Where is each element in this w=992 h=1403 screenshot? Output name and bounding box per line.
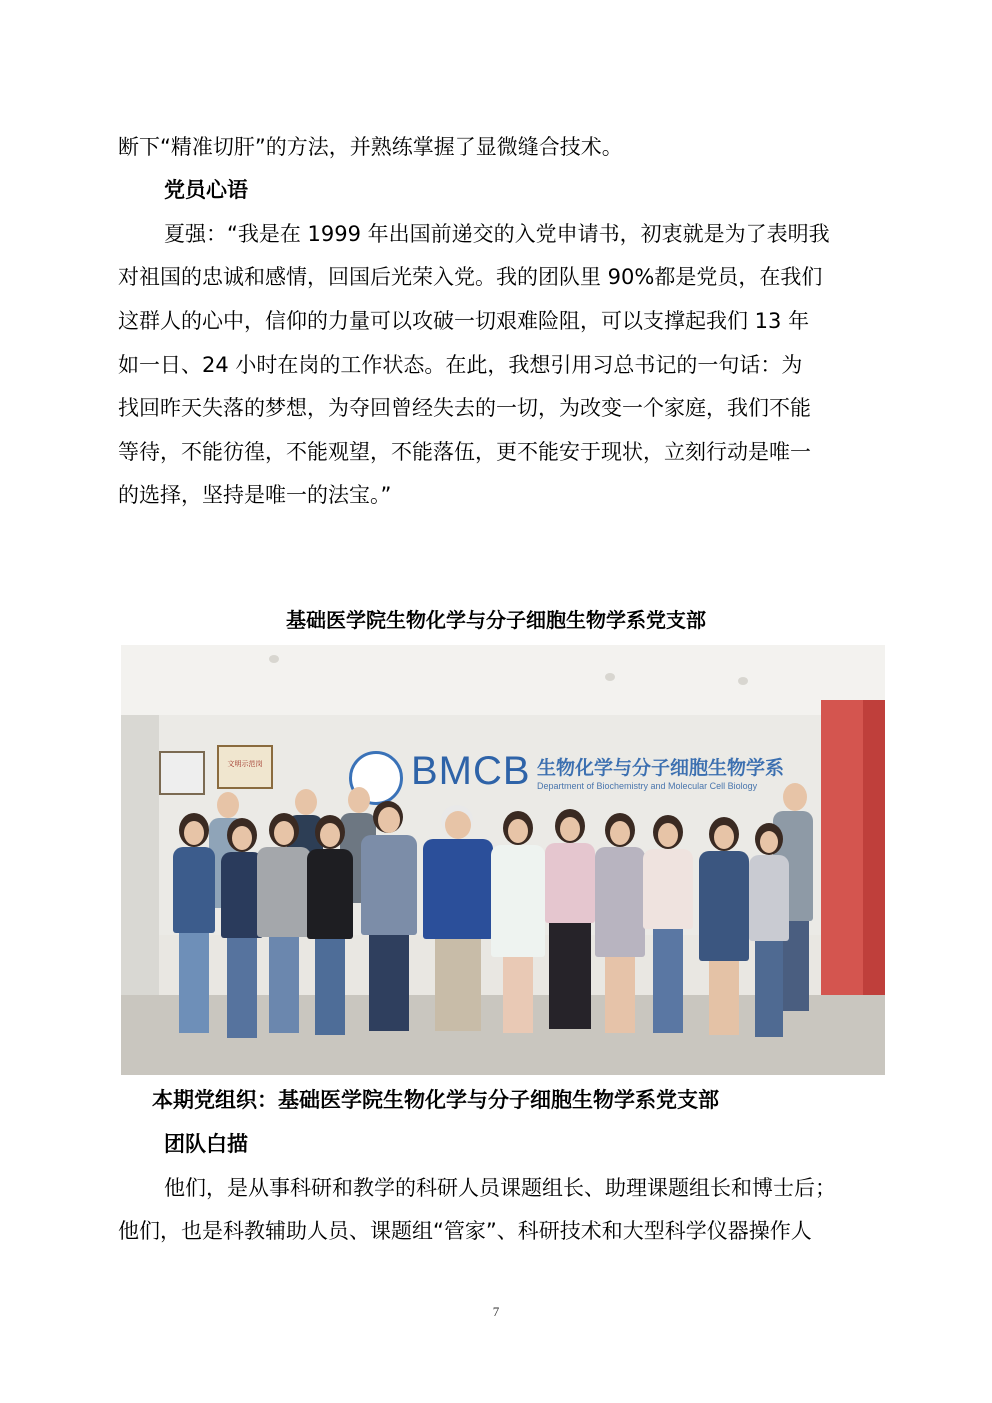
torso: [699, 851, 749, 961]
department-name-en: Department of Biochemistry and Molecular Cell Biology: [537, 781, 758, 791]
face: [445, 811, 471, 839]
face: [714, 825, 734, 849]
torso: [491, 845, 545, 957]
photo-title: 基础医学院生物化学与分子细胞生物学系党支部: [286, 608, 706, 632]
quote-line-6: 等待，不能彷徨，不能观望，不能落伍，更不能安于现状，立刻行动是唯一: [118, 440, 811, 464]
torso: [423, 839, 493, 939]
face: [560, 817, 580, 841]
department-name-cn: 生物化学与分子细胞生物学系: [537, 757, 785, 779]
wall-plaque: [159, 751, 205, 795]
quote-line-4: 如一日、24 小时在岗的工作状态。在此，我想引用习总书记的一句话：为: [118, 353, 803, 377]
face: [783, 783, 807, 811]
face: [320, 823, 340, 847]
face: [508, 819, 528, 843]
paragraph-line-2: 他们，也是科教辅助人员、课题组“管家”、科研技术和大型科学仪器操作人: [118, 1219, 812, 1243]
section-heading-team: 团队白描: [164, 1132, 248, 1156]
legs: [315, 939, 345, 1035]
quote-line-1: 夏强：“我是在 1999 年出国前递交的入党申请书，初衷就是为了表明我: [164, 222, 830, 246]
torso: [643, 849, 693, 929]
face: [658, 823, 678, 847]
face: [274, 821, 294, 845]
paragraph-line-1: 他们，是从事科研和教学的科研人员课题组长、助理课题组长和博士后；: [164, 1176, 836, 1200]
legs: [227, 938, 257, 1038]
legs: [653, 929, 683, 1033]
subheading-party-voice: 党员心语: [164, 178, 248, 202]
torso: [173, 847, 215, 933]
group-photo: [121, 645, 885, 1075]
face: [610, 821, 630, 845]
legs: [269, 937, 299, 1033]
quote-line-3: 这群人的心中，信仰的力量可以攻破一切艰难险阻，可以支撑起我们 13 年: [118, 309, 810, 333]
legs: [179, 933, 209, 1033]
face: [217, 792, 239, 818]
legs: [709, 961, 739, 1035]
face: [348, 787, 370, 813]
torso: [257, 847, 311, 937]
torso: [545, 843, 595, 923]
torso: [749, 855, 789, 941]
quote-line-2: 对祖国的忠诚和感情，回国后光荣入党。我的团队里 90%都是党员，在我们: [118, 265, 823, 289]
photo-red-wall-edge: [863, 700, 885, 1000]
face: [295, 789, 317, 815]
photo-pillar: [121, 715, 159, 995]
page-number: 7: [492, 1304, 500, 1319]
legs: [369, 935, 409, 1031]
photo-caption: 本期党组织：基础医学院生物化学与分子细胞生物学系党支部: [152, 1088, 719, 1112]
legs: [435, 939, 481, 1031]
ceiling-light: [605, 673, 615, 681]
text-line-1: 断下“精准切肝”的方法，并熟练掌握了显微缝合技术。: [118, 135, 623, 159]
photo-ceiling: [121, 645, 885, 715]
legs: [605, 957, 635, 1033]
ceiling-light: [269, 655, 279, 663]
department-logo-text: BMCB: [411, 749, 531, 793]
legs: [755, 941, 783, 1037]
legs: [549, 923, 591, 1029]
torso: [307, 849, 353, 939]
quote-line-7: 的选择，坚持是唯一的法宝。”: [118, 483, 392, 507]
legs: [503, 957, 533, 1033]
face: [232, 826, 252, 850]
quote-line-5: 找回昨天失落的梦想，为夺回曾经失去的一切，为改变一个家庭，我们不能: [118, 396, 811, 420]
ceiling-light: [738, 677, 748, 685]
torso: [595, 847, 645, 957]
face: [378, 807, 400, 833]
torso: [361, 835, 417, 935]
face: [184, 821, 204, 845]
wall-plaque-civilization: [217, 745, 273, 789]
face: [760, 831, 778, 853]
plaque-text: 文明示范岗: [227, 760, 263, 768]
